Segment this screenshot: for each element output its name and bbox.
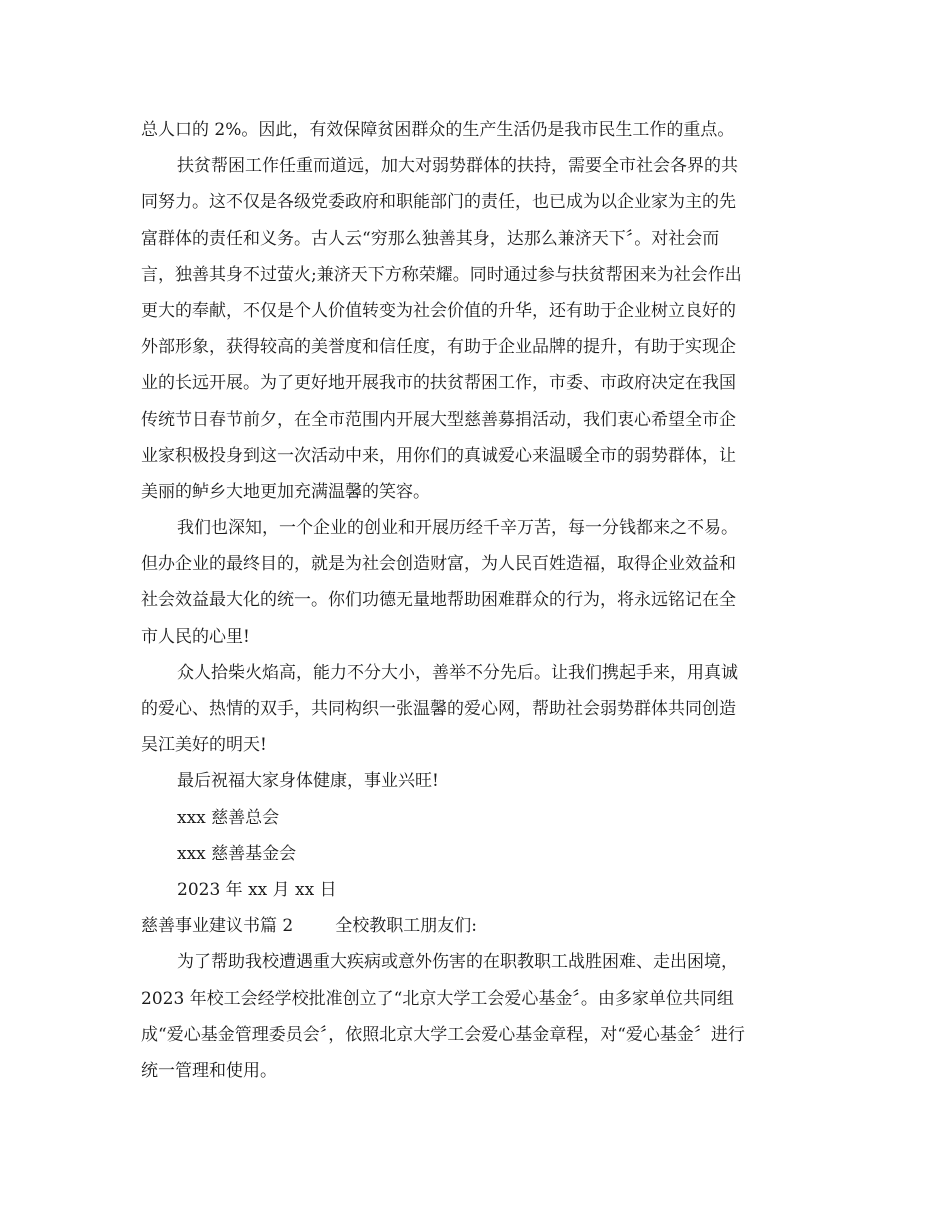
paragraph-line: 外部形象，获得较高的美誉度和信任度，有助于企业品牌的提升，有助于实现企 — [141, 337, 736, 358]
paragraph-line: 扶贫帮困工作任重而道远，加大对弱势群体的扶持，需要全市社会各界的共 — [177, 156, 738, 177]
closing-line: 最后祝福大家身体健康，事业兴旺! — [177, 771, 439, 792]
paragraph-line: 言，独善其身不过萤火;兼济天下方称荣耀。同时通过参与扶贫帮困来为社会作出 — [141, 264, 742, 285]
paragraph-line: 同努力。这不仅是各级党委政府和职能部门的责任，也已成为以企业家为主的先 — [141, 192, 736, 213]
paragraph-line: 我们也深知，一个企业的创业和开展历经千辛万苦，每一分钱都来之不易。 — [177, 518, 738, 539]
paragraph-line: 吴江美好的明天! — [141, 735, 267, 756]
paragraph-line: 社会效益最大化的统一。你们功德无量地帮助困难群众的行为，将永远铭记在全 — [141, 590, 736, 611]
paragraph-line: 富群体的责任和义务。古人云“穷那么独善其身，达那么兼济天下〞。对社会而 — [141, 228, 720, 249]
paragraph-line: 统一管理和使用。 — [141, 1060, 277, 1081]
paragraph-line: 总人口的 2%。因此，有效保障贫困群众的生产生活仍是我市民生工作的重点。 — [141, 120, 735, 140]
paragraph-line: 市人民的心里! — [141, 626, 250, 647]
paragraph-line: 众人拾柴火焰高，能力不分大小，善举不分先后。让我们携起手来，用真诚 — [177, 662, 738, 683]
section-title: 慈善事业建议书篇 2 — [141, 916, 294, 937]
paragraph-line: 业家积极投身到这一次活动中来，用你们的真诚爱心来温暖全市的弱势群体，让 — [141, 445, 736, 466]
paragraph-line: 传统节日春节前夕，在全市范围内开展大型慈善募捐活动，我们衷心希望全市企 — [141, 409, 736, 430]
section-heading-line — [141, 908, 813, 944]
document-body — [141, 112, 813, 1089]
paragraph-line: 但办企业的最终目的，就是为社会创造财富，为人民百姓造福，取得企业效益和 — [141, 554, 736, 575]
paragraph-line: 为了帮助我校遭遇重大疾病或意外伤害的在职教职工战胜困难、走出困境， — [177, 952, 738, 973]
signature-date: 2023 年 xx 月 xx 日 — [177, 879, 337, 900]
paragraph-line: 美丽的鲈乡大地更加充满温馨的笑容。 — [141, 481, 430, 502]
paragraph-line: 的爱心、热情的双手，共同构织一张温馨的爱心网，帮助社会弱势群体共同创造 — [141, 699, 736, 719]
signature-organization: xxx 慈善基金会 — [177, 843, 297, 864]
paragraph-line: 业的长远开展。为了更好地开展我市的扶贫帮困工作，市委、市政府决定在我国 — [141, 373, 736, 394]
salutation: 全校教职工朋友们: — [335, 916, 477, 937]
paragraph-line: 更大的奉献，不仅是个人价值转变为社会价值的升华，还有助于企业树立良好的 — [141, 300, 736, 321]
paragraph-line: 成“爱心基金管理委员会〞，依照北京大学工会爱心基金章程，对“爱心基金〞进行 — [141, 1024, 745, 1045]
paragraph-line: 2023 年校工会经学校批准创立了“北京大学工会爱心基金〞。由多家单位共同组 — [141, 988, 734, 1009]
signature-organization: xxx 慈善总会 — [177, 807, 280, 828]
